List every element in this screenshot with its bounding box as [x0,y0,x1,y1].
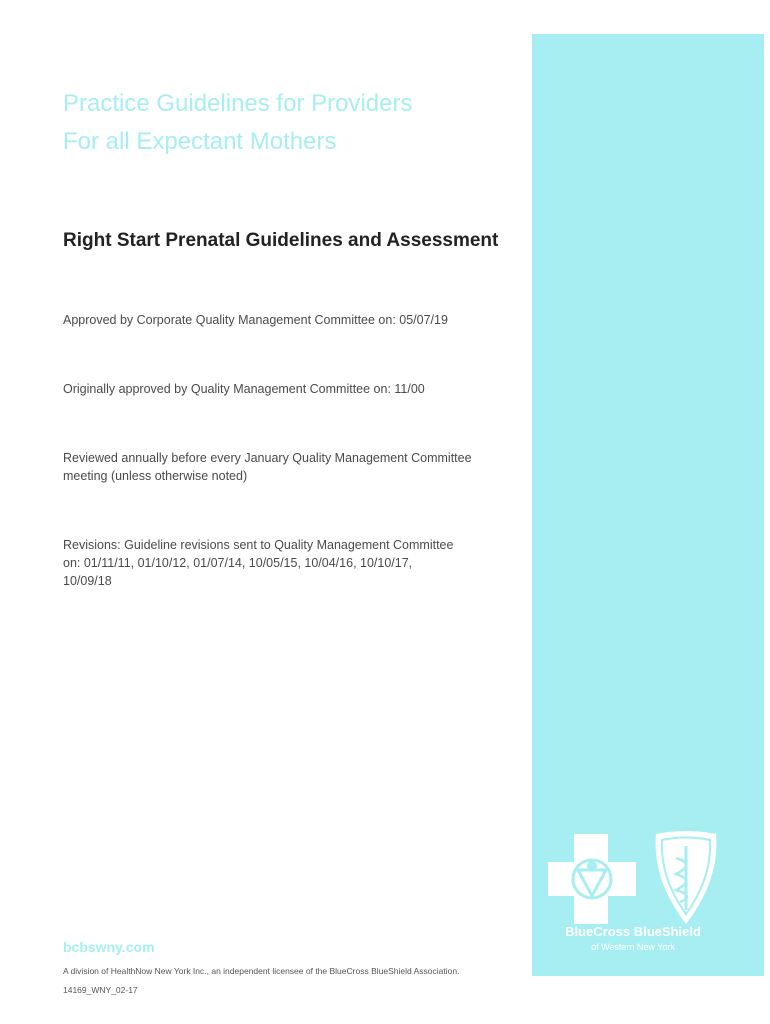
shield-icon [656,831,717,924]
revisions-text: Revisions: Guideline revisions sent to Quality Management Committee on: 01/11/11, 01/10/12, 01/07/14, 10/05/15, 10/04/16, 10/10/17, 10/09/18 [63,538,454,588]
approved-text: Approved by Corporate Quality Management Committee on: 05/07/19 [63,313,448,327]
document-subtitle: Right Start Prenatal Guidelines and Assessment [63,230,499,251]
cross-icon [548,834,636,924]
title-line-1: Practice Guidelines for Providers [63,90,413,117]
reviewed-text: Reviewed annually before every January Quality Management Committee meeting (unless otherwise noted) [63,451,472,483]
originally-approved-text: Originally approved by Quality Management Committee on: 11/00 [63,382,425,396]
bcbs-logo [548,830,748,960]
logo-region: of Western New York [591,942,675,952]
document-code: 14169_WNY_02-17 [63,985,138,995]
division-notice: A division of HealthNow New York Inc., an independent licensee of the BlueCross BlueShield Association. [63,966,460,976]
logo-brand-name: BlueCross BlueShield [565,924,701,939]
website-link[interactable]: bcbswny.com [63,939,155,955]
title-line-2: For all Expectant Mothers [63,128,337,155]
